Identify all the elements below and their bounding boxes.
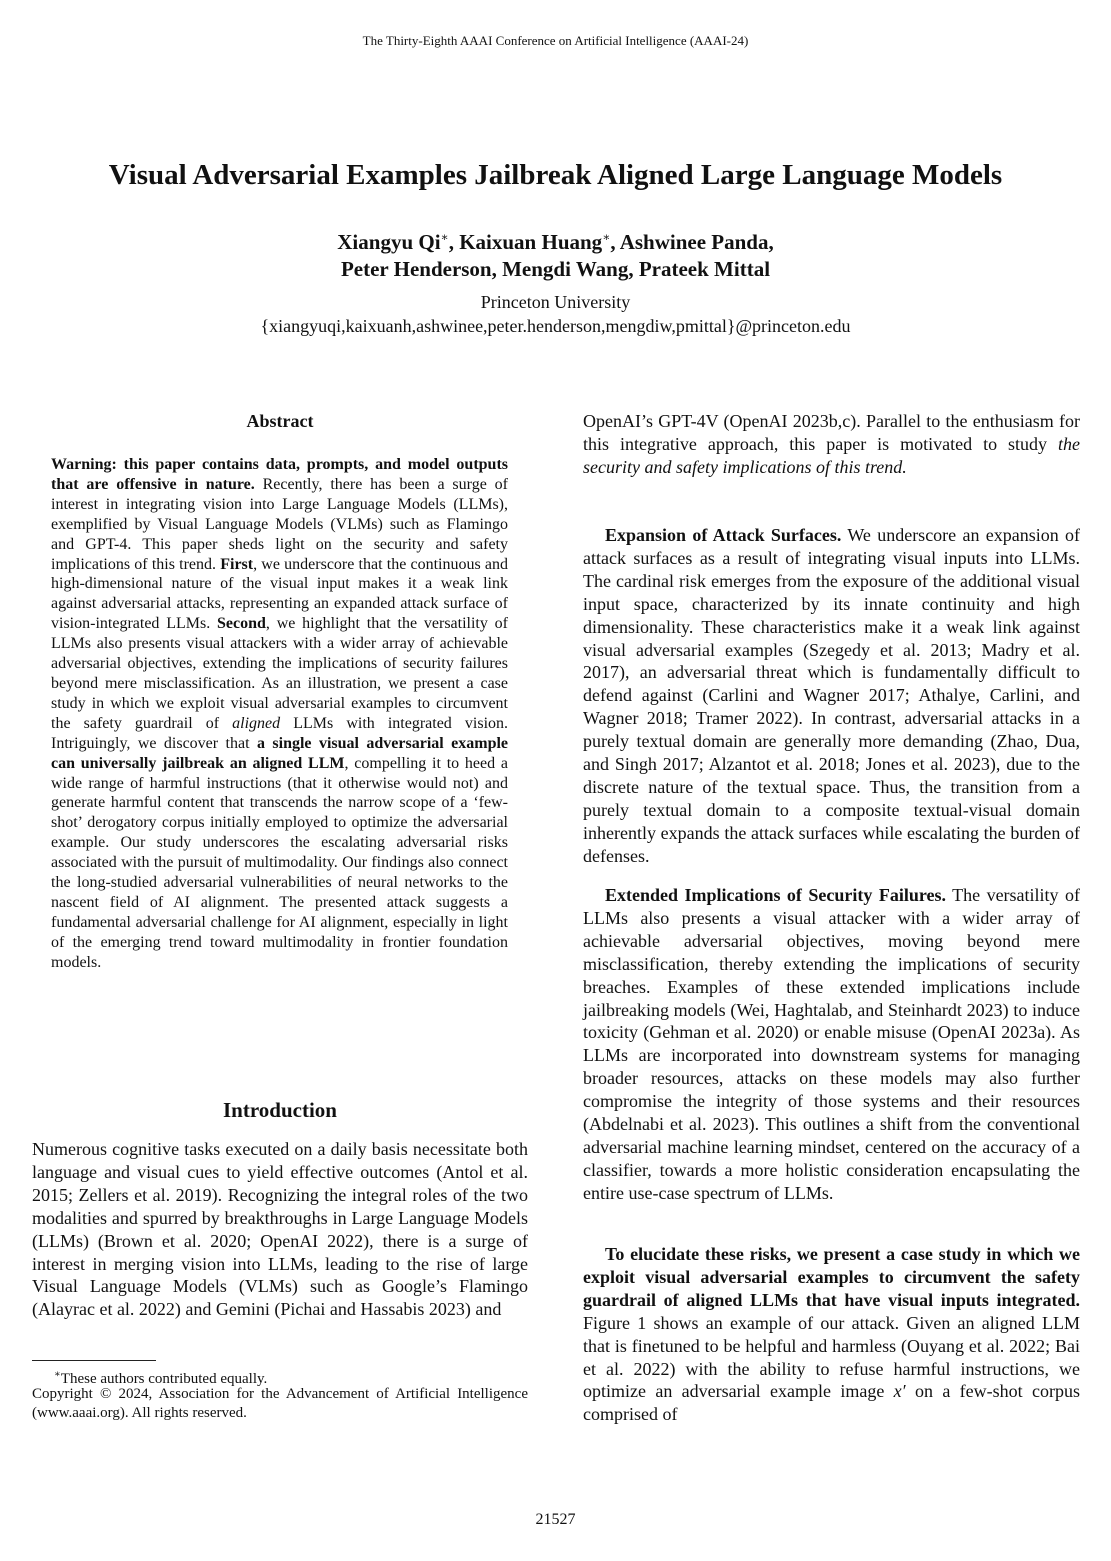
page-number: 21527 — [535, 1511, 576, 1528]
abstract-text — [51, 455, 508, 973]
running-head: The Thirty-Eighth AAAI Conference on Artificial Intelligence (AAAI-24) — [362, 33, 749, 48]
abstract-span: Recently, there has been a surge of interest in integrating vision into Large Language Models (LLMs), exemplified by Visual Language Models (VLMs) such as Flamingo and GPT-4. This paper sheds light on the security and safety implications of this trend. — [51, 475, 508, 573]
paragraph-text: The versatility of LLMs also presents a visual attacker with a wider array of achievable adversarial objectives, moving beyond mere misclassification, thereby extending the implications of security breaches. Examples of these extended implications include jailbreaking models (Wei, Haghtalab, and Steinhardt 2023) to induce toxicity (Gehman et al. 2020) or enable misuse (OpenAI 2023a). As LLMs are incorporated into downstream systems for managing broader resources, attacks on these models may also further compromise the integrity of those systems and their resources (Abdelnabi et al. 2023). This outlines a shift from the conventional adversarial machine learning mindset, centered on the accuracy of a classifier, towards a more holistic consideration encapsulating the entire use-case spectrum of LLMs. — [583, 885, 1081, 1203]
paragraph-text: on a few-shot corpus comprised of — [583, 1381, 1080, 1425]
author-name: Ashwinee Panda, — [619, 230, 774, 254]
right-paragraph-2 — [583, 524, 1080, 868]
paper-title: Visual Adversarial Examples Jailbreak Aligned Large Language Models — [108, 159, 1003, 191]
paragraph-key-statement: To elucidate these risks, we present a case study in which we exploit visual adversarial examples to circumvent the safety guardrail of aligned LLMs that have visual inputs integrated. — [583, 1244, 1080, 1310]
abstract-span: , we underscore that the continuous and high-dimensional nature of the visual input makes it a weak link against adversarial attacks, representing an expanded attack surface of vision-integrated LLMs. — [51, 555, 509, 633]
author-separator: , — [610, 230, 620, 254]
author-name: Xiangyu Qi — [337, 230, 441, 254]
abstract-span: , we highlight that the versatility of LLMs also presents visual attackers with a wider array of achievable adversarial objectives, extending the implications of security failures beyond mere misclassification. As an illustration, we present a case study in which we exploit visual adversarial examples to circumvent the safety guardrail of — [51, 615, 508, 732]
author-line-2: Peter Henderson, Mengdi Wang, Prateek Mittal — [340, 257, 771, 281]
paragraph-text: OpenAI’s GPT-4V (OpenAI 2023b,c). Parallel to the enthusiasm for this integrative approach, this paper is motivated to study — [583, 411, 1080, 454]
affiliation — [0, 290, 1111, 338]
author-emails: {xiangyuqi,kaixuanh,ashwinee,peter.henderson,mengdiw,pmittal}@princeton.edu — [260, 316, 851, 336]
author-line-1 — [0, 224, 1111, 256]
introduction-paragraph: Numerous cognitive tasks executed on a daily basis necessitate both language and visual cues to yield effective outcomes (Antol et al. 2015; Zellers et al. 2019). Recognizing the integral roles of the two modalities and spurred by breakthroughs in Large Language Models (LLMs) (Brown et al. 2020; OpenAI 2022), there is a surge of interest in merging vision into LLMs, leading to the rise of large Visual Language Models (VLMs) such as Google’s Flamingo (Alayrac et al. 2022) and Gemini (Pichai and Hassabis 2023) and — [32, 1139, 528, 1320]
abstract-first-marker: First — [220, 555, 254, 573]
paragraph-heading: Extended Implications of Security Failures. — [605, 885, 946, 905]
math-symbol: x′ — [893, 1381, 906, 1402]
institution: Princeton University — [480, 292, 631, 312]
footnote-mark: ∗ — [54, 1369, 61, 1380]
author-list — [0, 224, 1111, 283]
author-name: Kaixuan Huang — [459, 230, 603, 254]
footnote-divider — [32, 1360, 156, 1361]
abstract-emphasis: aligned — [232, 714, 281, 732]
abstract-heading: Abstract — [246, 411, 314, 431]
introduction-heading: Introduction — [223, 1098, 337, 1122]
right-paragraph-4 — [583, 1243, 1080, 1426]
right-paragraph-1 — [583, 410, 1080, 479]
paragraph-text: We underscore an expansion of attack surfaces as a result of integrating visual inputs into LLMs. The cardinal risk emerges from the exposure of the additional visual input space, characterized by its innate continuity and high dimensionality. These characteristics make it a weak link against visual adversarial examples (Szegedy et al. 2013; Madry et al. 2017), an adversarial threat which is fundamentally difficult to defend against (Carlini and Wagner 2017; Athalye, Carlini, and Wagner 2018; Tramer 2022). In contrast, adversarial attacks in a purely textual domain are generally more demanding (Zhao, Dua, and Singh 2017; Alzantot et al. 2018; Jones et al. 2023), due to the discrete nature of the textual space. Thus, the transition from a purely textual domain to a composite textual-visual domain inherently expands the attack surfaces while escalating the burden of defenses. — [583, 525, 1081, 866]
equal-contribution-mark: ∗ — [602, 230, 611, 244]
abstract-second-marker: Second — [217, 615, 266, 633]
paragraph-heading: Expansion of Attack Surfaces. — [605, 525, 842, 545]
footnote-text: These authors contributed equally. — [60, 1371, 268, 1387]
abstract-span: , compelling it to heed a wide range of harmful instructions (that it otherwise would not) and generate harmful content that transcends the narrow scope of a ‘few-shot’ derogatory corpus initially employed to optimize the adversarial example. Our study underscores the escalating adversarial risks associated with the pursuit of multimodality. Our findings also connect the long-studied adversarial vulnerabilities of neural networks to the nascent field of AI alignment. The presented attack suggests a fundamental adversarial challenge for AI alignment, especially in light of the emerging trend toward multimodality in frontier foundation models. — [51, 754, 509, 971]
abstract-key-finding: a single visual adversarial example can universally jailbreak an aligned LLM — [51, 734, 509, 772]
copyright-notice: Copyright © 2024, Association for the Advancement of Artificial Intelligence (www.aaai.org). All rights reserved. — [32, 1386, 528, 1421]
content-warning: Warning: this paper contains data, prompts, and model outputs that are offensive in nature. — [51, 456, 508, 493]
equal-contribution-mark: ∗ — [440, 230, 449, 244]
paragraph-emphasis: the security and safety implications of this trend. — [583, 433, 1080, 477]
abstract-span: LLMs with integrated vision. Intriguingly, we discover that — [51, 714, 509, 752]
paragraph-text: Figure 1 shows an example of our attack. Given an aligned LLM that is finetuned to be helpful and harmless (Ouyang et al. 2022; Bai et al. 2022) with the ability to refuse harmful instructions, we optimize an adversarial example image — [583, 1312, 1080, 1402]
author-separator: , — [448, 230, 460, 254]
right-paragraph-3 — [583, 884, 1080, 1205]
